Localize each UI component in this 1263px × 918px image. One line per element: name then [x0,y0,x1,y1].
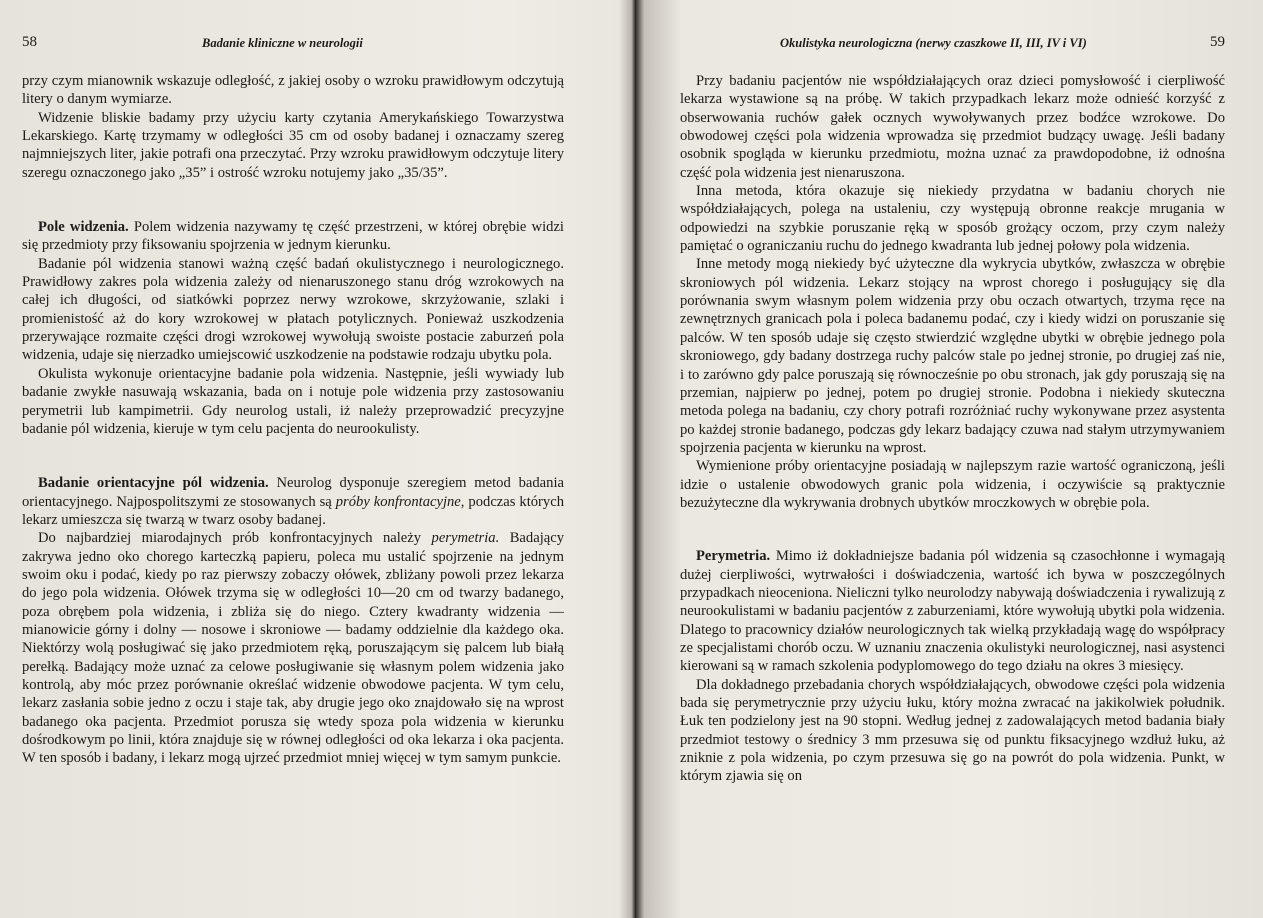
right-page [680,34,1225,786]
paragraph: Widzenie bliskie badamy przy użyciu karty czytania Amerykańskiego Towarzystwa Lekarskiego. Kartę trzymamy w odległości 35 cm od osoby badanej i oznaczamy szereg najmniejszych liter, jakie potrafi ona przeczytać. Przy wzroku prawidłowym odczytuje litery szeregu oznaczonego jako „35” i ostrość wzroku notujemy jako „35/35”. [22,109,564,181]
paragraph: Okulista wykonuje orientacyjne badanie pola widzenia. Następnie, jeśli wywiady lub badanie zwykłe nasuwają wskazania, bada on i notuje pole widzenia przy zastosowaniu perymetrii lub kampimetrii. Gdy neurolog ustali, iż należy przeprowadzić precyzyjne badanie pól widzenia, kieruje w tym celu pacjenta do neurookulisty. [22,365,564,437]
paragraph-text: Do najbardziej miarodajnych prób konfrontacyjnych należy [38,530,422,547]
paragraph: Przy badaniu pacjentów nie współdziałających oraz dzieci pomysłowość i cierpliwość lekarza wystawione są na próbę. W takich przypadkach lekarz może odnieść korzyść z obserwowania ruchów gałek ocznych wywoływanych przez bodźce wzrokowe. Do obwodowej części pola widzenia wprowadza się przedmiot budzący uwagę. Jeśli badany osobnik spogląda w kierunku przedmiotu, można uznać za prawdopodobne, iż odnośna część pola widzenia jest nienaruszona. [680,73,1225,181]
paragraph: przy czym mianownik wskazuje odległość, z jakiej osoby o wzroku prawidłowym odczytują litery o danym wymiarze. [22,73,564,108]
emphasis-text: perymetria. [431,530,500,547]
section-heading-badanie-orientacyjne: Badanie orientacyjne pól widzenia. [38,475,269,492]
right-page-body [680,72,1225,786]
paragraph: Dla dokładnego przebadania chorych współdziałających, obwodowe części pola widzenia bada się perymetrycznie przy użyciu łuku, który można zwracać na jakikolwiek południk. Łuk ten podzielony jest na 90 stopni. Według jednej z zadowalających metod badania biały przedmiot testowy o średnicy 3 mm przesuwa się od punktu fiksacyjnego wzdłuż łuku, aż zniknie z pola widzenia, po czym przesuwa się go na powrót do pola widzenia. Punkt, w którym zjawia się on [680,676,1225,785]
section-heading-pole-widzenia: Pole widzenia. [38,219,129,236]
emphasis-text: próby konfrontacyjne, [335,493,465,510]
running-title: Badanie kliniczne w neurologii [202,36,363,50]
paragraph: Inne metody mogą niekiedy być użyteczne dla wykrycia ubytków, zwłaszcza w obrębie skroniowych pól widzenia. Lekarz stojący na wprost chorego i posługujący się dla porównania swym własnym polem widzenia przy obu oczach otwartych, trzyma ręce na zewnętrznych granicach pola i poleca badanemu podać, czy i kiedy widzi on poruszanie się palców. W ten sposób udaje się często stwierdzić względne ubytki w obrębie jednego pola skroniowego, gdy badany dostrzega ruchy palców stale po jednej stronie, po drugiej zaś nie, i to zarówno gdy palce poruszają się równocześnie po obu stronach, jak gdy poruszają się na przemian, najpierw po jednej, potem po drugiej stronie. Podobna i niekiedy skuteczna metoda polega na badaniu, czy chory potrafi rozróżniać ruchy wykonywane przez asystenta po każdej stronie badanego, podczas gdy lekarz badający czuwa nad stałym utrzymywaniem spojrzenia pacjenta w kierunku na wprost. [680,256,1225,456]
paragraph-text: Badający zakrywa jedno oko chorego karteczką papieru, poleca mu ustalić spojrzenie na jednym swoim oku i podać, kiedy po raz pierwszy zobaczy ołówek, zbliżany powoli przez lekarza do jego pola widzenia. Ołówek trzyma się w odległości 10—20 cm od twarzy badanego, poza obrębem pola widzenia, i zbliża się do niego. Cztery kwadranty widzenia — mianowicie górny i dolny — nosowe i skroniowe — badamy oddzielnie dla każdego oka. Niektórzy wolą posługiwać się jako przedmiotem ręką, poruszającym się palcem lub białą perełką. Badający może uznać za celowe posługiwanie się własnym polem widzenia jako kontrolą, aby móc przez porównanie określać widzenie obwodowe pacjenta. W tym celu, lekarz zasłania sobie jedno z oczu i staje tak, aby drugie jego oko znajdowało się na wprost badanego oka pacjenta. Przedmiot porusza się wtedy spoza pola widzenia w kierunku dośrodkowym po linii, która znajduje się w równej odległości od oka lekarza i oka pacjenta. W ten sposób i badany, i lekarz mogą ujrzeć przedmiot mniej więcej w tym samym punkcie. [22,530,564,767]
left-page [22,34,564,768]
paragraph [22,529,564,767]
paragraph: Wymienione próby orientacyjne posiadają w najlepszym razie wartość ograniczoną, jeśli idzie o ustalenie obwodowych granic pola widzenia, i oczywiście są praktycznie bezużyteczne dla wykrywania drobnych ubytków mroczkowych w obrębie pola. [680,458,1225,511]
paragraph: Badanie pól widzenia stanowi ważną część badań okulistycznego i neurologicznego. Prawidłowy zakres pola widzenia zależy od nienaruszonego stanu dróg wzrokowych na całej ich długości, od siatkówki poprzez nerwy wzrokowe, skrzyżowanie, szlaki i promienistość aż do kory wzrokowej w płatach potylicznych. Ponieważ uszkodzenia przerywające rozmaite części drogi wzrokowej wywołują swoiste postacie zaburzeń pola widzenia, udaje się nierzadko umiejscowić uszkodzenie na podstawie rodzaju ubytku pola. [22,255,564,364]
section-paragraph [22,218,564,255]
right-running-head [680,34,1225,58]
paragraph-text: Neurolog dysponuje szeregiem metod badania orientacyjnego. Najpospolitszymi ze stosowanych są [22,475,564,510]
paragraph-text: podczas których lekarz umieszcza się twarzą w twarz osoby badanej. [22,493,564,528]
left-running-head [22,34,564,58]
left-page-body [22,72,564,768]
page-number: 59 [1210,34,1225,50]
paragraph: Inna metoda, która okazuje się niekiedy przydatna w badaniu chorych nie współdziałających, polega na ustaleniu, czy występują obronne reakcje mrugania w odpowiedzi na szybkie poruszanie ręką w sposób grożący oczom, przy czym należy pamiętać o ograniczaniu ruchu do jednego kwadranta lub jednej połowy pola widzenia. [680,183,1225,255]
running-title: Okulistyka neurologiczna (nerwy czaszkowe II, III, IV i VI) [780,36,1087,50]
section-heading-perymetria: Perymetria. [696,548,771,565]
section-paragraph [22,474,564,529]
section-paragraph [680,547,1225,675]
paragraph-text: Polem widzenia nazywamy tę część przestrzeni, w której obrębie widzi się przedmioty przy fiksowaniu spojrzenia w jednym kierunku. [22,219,564,254]
page-number: 58 [22,34,37,50]
paragraph-text: Mimo iż dokładniejsze badania pól widzenia są czasochłonne i wymagają dużej cierpliwości, wytrwałości i doświadczenia, wartość ich bywa w poszczególnych przypadkach nieoceniona. Nieliczni tylko neurolodzy nabywają doświadczenia i rywalizują z neurookulistami w badaniu pacjentów z zaburzeniami, które wywołują ubytki pola widzenia. Dlatego to pracownicy działów neurologicznych tak wielką przykładają wagę do współpracy ze specjalistami chorób oczu. W uznaniu znaczenia okulistyki neurologicznej, nasi asystenci kierowani są w ramach szkolenia podyplomowego do tego działu na okres 3 miesięcy. [680,548,1225,675]
